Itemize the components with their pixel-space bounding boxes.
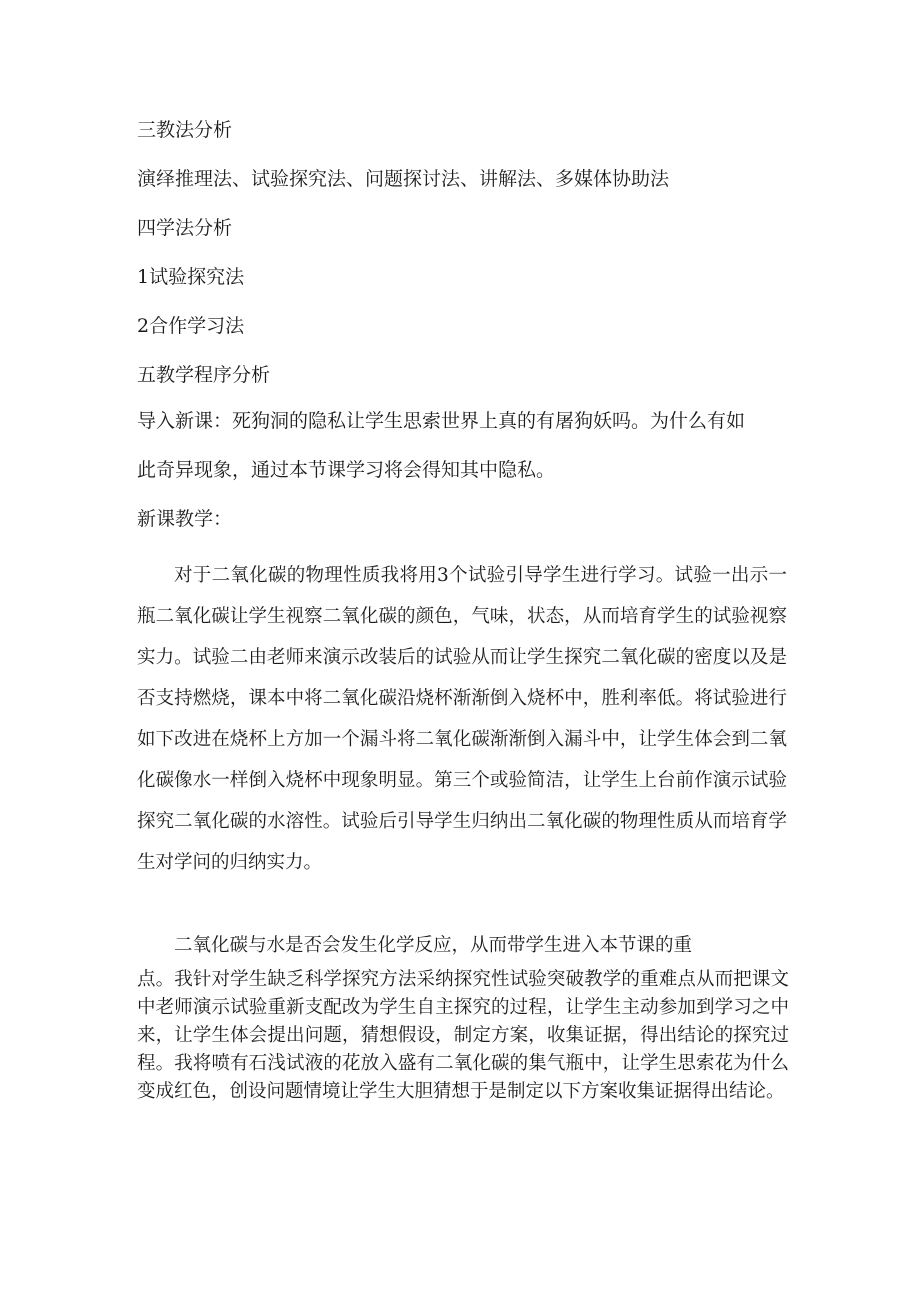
intro-text-line-2: 此奇异现象，通过本节课学习将会得知其中隐私。 [137, 459, 556, 481]
learning-method-item-1: 1试验探究法 [137, 266, 245, 288]
chemical-reaction-paragraph-body: 点。我针对学生缺乏科学探究方法采纳探究性试验突破教学的重难点从而把课文中老师演示试验重新支配改为学生自主探究的过程，让学生主动参加到学习之中来，让学生体会提出问题，猜想假设，制定方案，收集证据，得出结论的探究过程。我将喷有石浅试液的花放入盛有二氧化碳的集气瓶中，让学生思索花为什么变成红色，创设问题情境让学生大胆猜想于是制定以下方案收集证据得出结论。 [137, 969, 789, 1102]
teaching-methods-list: 演绎推理法、试验探究法、问题探讨法、讲解法、多媒体协助法 [137, 168, 670, 190]
heading-teaching-methods: 三教法分析 [137, 119, 233, 141]
heading-learning-methods: 四学法分析 [137, 217, 233, 239]
new-lesson-label: 新课教学： [137, 508, 233, 530]
intro-text-line-1: 导入新课：死狗洞的隐私让学生思索世界上真的有屠狗妖吗。为什么有如 [137, 410, 746, 432]
physical-properties-paragraph: 对于二氧化碳的物理性质我将用3个试验引导学生进行学习。试验一出示一瓶二氧化碳让学生视察二氧化碳的颜色，气味，状态，从而培育学生的试验视察实力。试验二由老师来演示改装后的试验从而让学生探究二氧化碳的密度以及是否支持燃烧，课本中将二氧化碳沿烧杯渐渐倒入烧杯中，胜利率低。将试验进行如下改进在烧杯上方加一个漏斗将二氧化碳渐渐倒入漏斗中，让学生体会到二氧化碳像水一样倒入烧杯中现象明显。第三个或验简洁，让学生上台前作演示试验探究二氧化碳的水溶性。试验后引导学生归纳出二氧化碳的物理性质从而培育学生对学问的归纳实力。 [137, 565, 787, 873]
learning-method-item-2: 2合作学习法 [137, 315, 245, 337]
chemical-reaction-paragraph-first-line: 二氧化碳与水是否会发生化学反应，从而带学生进入本节课的重 [174, 935, 693, 956]
heading-teaching-procedure: 五教学程序分析 [137, 364, 271, 386]
